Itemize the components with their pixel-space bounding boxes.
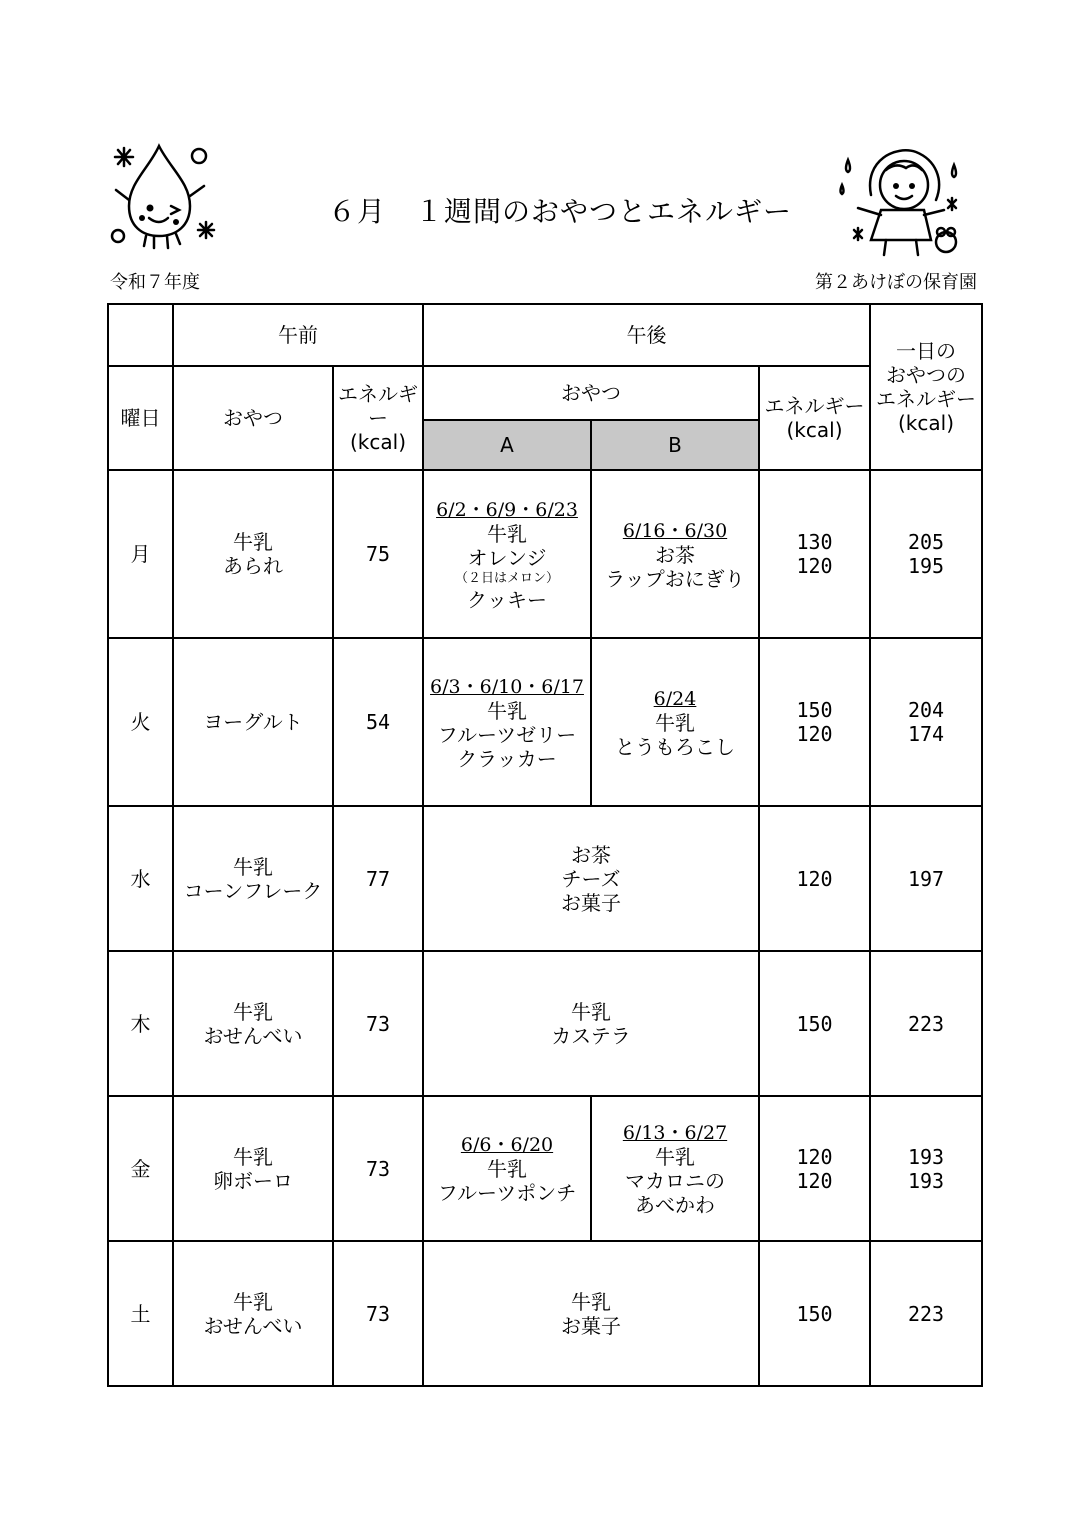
- pm-snack-item: 牛乳: [487, 521, 527, 546]
- pm-energy-value: 120: [796, 866, 833, 891]
- raincoat-girl-illustration: [836, 140, 976, 265]
- am-snack-item: 牛乳: [233, 1144, 273, 1169]
- header-pm: 午後: [423, 304, 870, 366]
- daily-total-value-a: 204: [907, 698, 945, 722]
- daily-total-cell: [870, 1241, 982, 1386]
- am-snack-cell: [173, 1241, 333, 1386]
- am-snack-item: 牛乳: [233, 999, 273, 1024]
- pm-option-a-cell: [423, 1096, 591, 1241]
- pm-snack-item: フルーツゼリー: [437, 722, 577, 747]
- pm-energy-cell: [759, 638, 870, 806]
- pm-snack-item: カステラ: [551, 1023, 631, 1048]
- pm-snack-item: お茶: [571, 842, 611, 867]
- pm-snack-item: とうもろこし: [615, 734, 735, 759]
- day-cell: 土: [108, 1241, 173, 1386]
- am-energy-value: 77: [365, 866, 391, 891]
- pm-snack-item: 牛乳: [487, 698, 527, 723]
- pm-snack-item: クラッカー: [457, 746, 557, 771]
- day-cell: 水: [108, 806, 173, 951]
- am-snack-cell: [173, 638, 333, 806]
- am-snack-cell: [173, 1096, 333, 1241]
- am-snack-item: ヨーグルト: [203, 710, 303, 734]
- am-energy-value: 73: [365, 1301, 391, 1326]
- table-row-tuesday: [108, 638, 982, 806]
- header-day: 曜日: [108, 366, 173, 470]
- page-title: ６月 １週間のおやつとエネルギー: [327, 195, 792, 228]
- daily-total-value-b: 195: [907, 554, 945, 578]
- daily-total-value: 223: [907, 1011, 945, 1036]
- pm-snack-item: 牛乳: [655, 710, 695, 735]
- am-snack-item: おせんべい: [203, 1023, 303, 1048]
- pm-snack-item: あべかわ: [635, 1193, 715, 1217]
- day-cell: 木: [108, 951, 173, 1096]
- am-energy-value: 73: [365, 1156, 391, 1181]
- pm-snack-item: オレンジ: [467, 545, 547, 570]
- school-name-label: 第２あけぼの保育園: [815, 272, 977, 293]
- pm-common-snack-cell: [423, 951, 759, 1096]
- daily-total-value: 197: [907, 866, 945, 891]
- daily-total-value: 223: [907, 1301, 945, 1326]
- header-am-energy: エネルギー (kcal): [333, 366, 423, 470]
- pm-energy-value-b: 120: [796, 722, 833, 746]
- pm-common-snack-cell: [423, 806, 759, 951]
- am-snack-item: あられ: [223, 554, 283, 578]
- option-a-dates: 6/2・6/9・6/23: [436, 498, 578, 521]
- pm-energy-value-b: 120: [796, 554, 833, 578]
- am-snack-item: 牛乳: [233, 1289, 273, 1314]
- pm-snack-item: クッキー: [467, 587, 547, 612]
- am-snack-cell: [173, 470, 333, 638]
- daily-total-cell: [870, 638, 982, 806]
- day-cell: 火: [108, 638, 173, 806]
- water-drop-character-illustration: [104, 138, 224, 253]
- pm-energy-value: 150: [796, 1011, 833, 1036]
- pm-snack-item: お菓子: [561, 890, 621, 915]
- option-b-dates: 6/16・6/30: [622, 519, 728, 542]
- table-row-wednesday: [108, 806, 982, 951]
- pm-snack-note: （２日はメロン）: [454, 570, 559, 586]
- daily-total-value-b: 174: [907, 722, 945, 746]
- pm-option-b-cell: [591, 1096, 759, 1241]
- pm-energy-value-a: 120: [796, 1144, 833, 1169]
- pm-snack-item: フルーツポンチ: [437, 1181, 577, 1205]
- pm-snack-item: 牛乳: [571, 1289, 611, 1314]
- day-cell: 金: [108, 1096, 173, 1241]
- pm-energy-value-a: 150: [796, 698, 833, 722]
- pm-energy-cell: [759, 470, 870, 638]
- daily-total-cell: [870, 951, 982, 1096]
- pm-option-a-cell: [423, 470, 591, 638]
- option-a-dates: 6/3・6/10・6/17: [430, 675, 584, 698]
- daily-total-cell: [870, 470, 982, 638]
- am-snack-cell: [173, 806, 333, 951]
- am-snack-item: 牛乳: [233, 854, 273, 879]
- daily-total-value-b: 193: [907, 1168, 945, 1193]
- table-row-monday: [108, 470, 982, 638]
- pm-energy-cell: [759, 1096, 870, 1241]
- am-energy-value: 75: [365, 542, 391, 566]
- fiscal-year-label: 令和７年度: [110, 272, 200, 293]
- pm-energy-cell: [759, 806, 870, 951]
- pm-energy-cell: [759, 951, 870, 1096]
- header-am-snack: おやつ: [173, 366, 333, 470]
- am-snack-item: 牛乳: [233, 530, 273, 554]
- pm-snack-item: 牛乳: [487, 1157, 527, 1181]
- pm-snack-item: お茶: [655, 542, 695, 567]
- pm-snack-item: チーズ: [561, 866, 621, 891]
- am-snack-item: 卵ボーロ: [213, 1168, 293, 1193]
- header-pm-snack: おやつ: [423, 366, 759, 420]
- am-snack-cell: [173, 951, 333, 1096]
- table-row-saturday: [108, 1241, 982, 1386]
- daily-total-cell: [870, 806, 982, 951]
- am-snack-item: おせんべい: [203, 1313, 303, 1338]
- header-pm-energy: エネルギー (kcal): [759, 366, 870, 470]
- option-b-dates: 6/24: [653, 687, 697, 710]
- pm-snack-item: マカロニの: [625, 1169, 725, 1193]
- header-option-a: A: [423, 420, 591, 470]
- header-option-b: B: [591, 420, 759, 470]
- header-blank-cell: [108, 304, 173, 366]
- pm-common-snack-cell: [423, 1241, 759, 1386]
- pm-snack-item: 牛乳: [655, 1145, 695, 1169]
- table-row-friday: [108, 1096, 982, 1241]
- snack-energy-table: [107, 303, 983, 1387]
- am-snack-item: コーンフレーク: [183, 878, 323, 903]
- pm-energy-cell: [759, 1241, 870, 1386]
- am-energy-value: 73: [365, 1011, 391, 1036]
- am-energy-cell: [333, 951, 423, 1096]
- pm-option-b-cell: [591, 638, 759, 806]
- pm-snack-item: ラップおにぎり: [605, 566, 745, 591]
- am-energy-cell: [333, 638, 423, 806]
- header-daily-total: 一日の おやつの エネルギー (kcal): [870, 304, 982, 470]
- am-energy-cell: [333, 1241, 423, 1386]
- daily-total-value-a: 205: [907, 530, 945, 554]
- pm-energy-value: 150: [796, 1301, 833, 1326]
- pm-snack-item: 牛乳: [571, 999, 611, 1024]
- am-energy-value: 54: [365, 710, 391, 734]
- header-am: 午前: [173, 304, 423, 366]
- pm-snack-item: お菓子: [561, 1313, 621, 1338]
- daily-total-value-a: 193: [907, 1144, 945, 1169]
- day-cell: 月: [108, 470, 173, 638]
- pm-option-b-cell: [591, 470, 759, 638]
- option-a-dates: 6/6・6/20: [460, 1134, 554, 1156]
- pm-energy-value-b: 120: [796, 1168, 833, 1193]
- table-row-thursday: [108, 951, 982, 1096]
- am-energy-cell: [333, 1096, 423, 1241]
- am-energy-cell: [333, 806, 423, 951]
- pm-energy-value-a: 130: [796, 530, 833, 554]
- daily-total-cell: [870, 1096, 982, 1241]
- pm-option-a-cell: [423, 638, 591, 806]
- option-b-dates: 6/13・6/27: [622, 1122, 728, 1144]
- am-energy-cell: [333, 470, 423, 638]
